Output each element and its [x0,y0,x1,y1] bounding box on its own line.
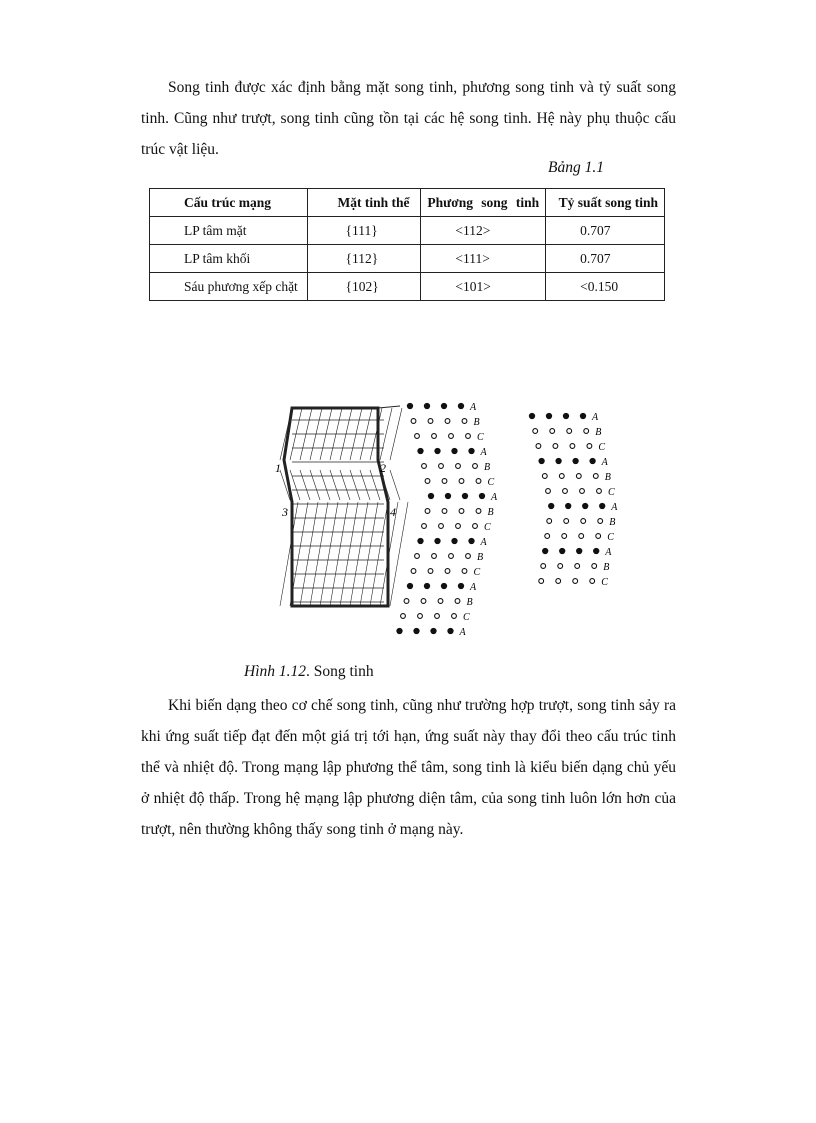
atom [428,569,433,574]
hatch-line [370,502,388,606]
atom [404,599,409,604]
atom [428,493,433,498]
atom [583,503,588,508]
cell-direction: <111> [421,245,546,273]
atom-label: A [491,492,498,503]
atom [445,569,450,574]
atom-label: C [608,487,615,498]
atom-label: B [609,517,616,528]
atom-label: A [605,547,612,558]
atom [422,524,427,529]
hatch-line [350,470,360,500]
atom [479,493,484,498]
atom [448,628,453,633]
hatch-line [390,470,400,500]
table-header-row [150,189,665,217]
cell-plane: {111} [307,217,421,245]
atom [593,474,598,479]
atom [476,479,481,484]
atom [415,434,420,439]
atom [435,448,440,453]
atom [556,579,561,584]
atom [533,429,538,434]
atom [458,403,463,408]
atom [556,458,561,463]
atom-label: B [484,462,491,473]
atom-label: A [611,502,618,513]
hatch-line [390,408,402,460]
atom [411,569,416,574]
header-structure: Cấu trúc mạng [150,189,308,217]
atom-label: C [607,532,614,543]
atom [459,509,464,514]
atom [529,413,534,418]
atom [577,548,582,553]
hatch-line [330,470,340,500]
atom [455,599,460,604]
atom [469,448,474,453]
figure-label-4: 4 [390,505,396,519]
cell-structure: LP tâm mặt [150,217,308,245]
hatch-line [340,502,358,606]
atom [452,448,457,453]
cell-structure: LP tâm khối [150,245,308,273]
atom-label: B [595,427,602,438]
atom [559,474,564,479]
atom [441,583,446,588]
atom [415,554,420,559]
table-row [150,273,665,301]
cell-ratio: 0.707 [546,217,665,245]
header-plane: Mặt tinh thể [307,189,421,217]
atom [597,489,602,494]
atom [442,509,447,514]
atom [592,564,597,569]
atom [596,534,601,539]
atom [407,583,412,588]
atom [563,413,568,418]
atom-label: C [473,567,481,578]
atom [439,524,444,529]
twinning-table [149,188,665,301]
hatch-line [310,502,328,606]
atom-label: B [487,507,494,518]
atom [576,474,581,479]
atom-label: A [480,537,487,548]
atom [580,489,585,494]
atom [435,614,440,619]
hatch-line [360,470,370,500]
atom [570,444,575,449]
atom [458,583,463,588]
atom [407,403,412,408]
cell-ratio: 0.707 [546,245,665,273]
atom [422,464,427,469]
atom [449,434,454,439]
figure-caption-text: . Song tinh [306,663,374,680]
atom [476,509,481,514]
atom-label: A [459,627,466,638]
atom [580,413,585,418]
paragraph-intro: Song tinh được xác định bằng mặt song tinh, phương song tinh và tỷ suất song tinh. Cũng như trượt, song tinh cũng tồn tại các hệ song tinh. Hệ này phụ thuộc cấu trúc vật liệu. [141,79,676,158]
hatch-line [300,502,318,606]
atom [418,538,423,543]
atom [581,519,586,524]
atom [432,434,437,439]
atom [432,554,437,559]
atom-label: B [473,417,480,428]
atom [473,524,478,529]
atom [441,403,446,408]
atom [469,538,474,543]
atom [462,493,467,498]
atom [424,403,429,408]
twinning-figure [270,390,690,650]
header-ratio: Tỷ suất song tinh [546,189,665,217]
atom-label: A [480,447,487,458]
atom [564,519,569,524]
atom [550,429,555,434]
table-row [150,217,665,245]
atom-label: C [598,442,606,453]
atom-label: C [477,432,484,443]
atom [473,464,478,469]
atom [442,479,447,484]
table-caption: Bảng 1.1 [548,159,604,176]
atom [584,429,589,434]
atom [456,524,461,529]
atom [567,429,572,434]
atom [425,479,430,484]
atom-label: A [592,412,599,423]
hatch-line [340,470,350,500]
atom [397,628,402,633]
atom [424,583,429,588]
atom [418,614,423,619]
table-row [150,245,665,273]
atom [456,464,461,469]
atom [579,534,584,539]
figure-label-3: 3 [282,505,288,519]
atom [445,493,450,498]
atom [411,419,416,424]
atom [449,554,454,559]
atom [560,548,565,553]
atom-label: C [463,612,470,623]
cell-direction: <112> [421,217,546,245]
atom-label: C [601,577,608,588]
figure-label-2: 2 [380,461,386,475]
atom [418,448,423,453]
hatch-line [310,470,320,500]
atom [566,503,571,508]
hatch-line [360,502,378,606]
hatch-line [300,470,310,500]
hatch-line [320,502,338,606]
atom [466,554,471,559]
atom [600,503,605,508]
atom [431,628,436,633]
paragraph-body: Khi biến dạng theo cơ chế song tinh, cũng như trường hợp trượt, song tinh sảy ra khi ứng suất tiếp đạt đến một giá trị tới hạn, ứng suất này thay đổi theo cấu trúc tinh thể và nhiệt độ. Trong mạng lập phương thể tâm, song tinh là kiểu biến dạng chủ yếu ở nhiệt độ thấp. Trong hệ mạng lập phương diện tâm, của song tinh luôn lớn hơn của trượt, nên thường không thấy song tinh ở mạng này. [141,697,676,838]
atom-label: B [477,552,484,563]
atom [546,413,551,418]
atom [541,564,546,569]
atom [594,548,599,553]
atom-label: A [470,402,477,413]
atom-label: C [484,522,491,533]
atom [401,614,406,619]
atom [536,444,541,449]
figure-caption-number: Hình 1.12 [244,663,306,680]
atom [539,458,544,463]
atom [462,569,467,574]
hatch-line [330,502,348,606]
atom [573,579,578,584]
atom [439,464,444,469]
atom [425,509,430,514]
hatch-line [370,470,380,500]
atom [466,434,471,439]
atom [546,489,551,494]
atom-label: B [603,562,610,573]
atom [452,538,457,543]
atom [573,458,578,463]
atom [539,579,544,584]
atom [414,628,419,633]
atom [459,479,464,484]
atom [547,519,552,524]
arrow-line [378,406,400,408]
figure-label-1: 1 [275,461,281,475]
figure-caption [244,663,374,681]
atom-label: C [487,477,495,488]
cell-plane: {112} [307,245,421,273]
cell-ratio: <0.150 [546,273,665,301]
atom-label: B [604,472,611,483]
atom [590,458,595,463]
atom [543,548,548,553]
atom [428,419,433,424]
block-outline [284,408,388,606]
cell-structure: Sáu phương xếp chặt [150,273,308,301]
atom [587,444,592,449]
atom [549,503,554,508]
atom [563,489,568,494]
atom [545,534,550,539]
atom [558,564,563,569]
atom [435,538,440,543]
atom [553,444,558,449]
atom-label: A [470,582,477,593]
atom [452,614,457,619]
atom [598,519,603,524]
atom-label: B [466,597,473,608]
hatch-line [350,502,368,606]
cell-direction: <101> [421,273,546,301]
atom [562,534,567,539]
header-direction: Phương song tinh [421,189,546,217]
cell-plane: {102} [307,273,421,301]
atom [445,419,450,424]
atom [438,599,443,604]
atom [590,579,595,584]
atom-arrangement [397,402,618,638]
atom [421,599,426,604]
hatched-lattice-block [280,406,408,606]
atom-label: A [601,457,608,468]
atom [462,419,467,424]
atom [575,564,580,569]
atom [542,474,547,479]
hatch-line [320,470,330,500]
